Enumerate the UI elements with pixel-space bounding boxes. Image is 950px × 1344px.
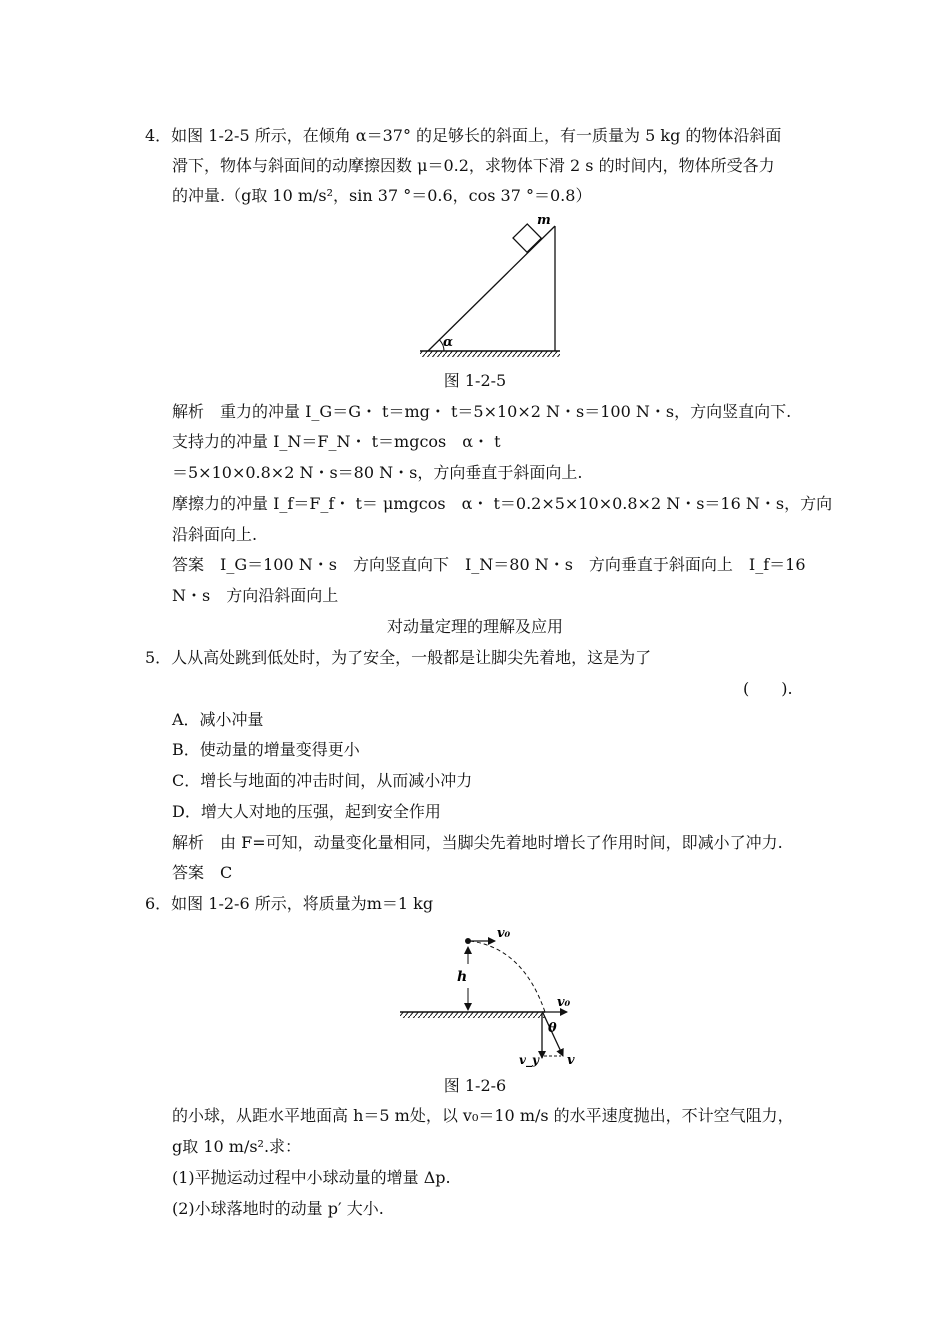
- q6-stem: 6．如图 1-2-6 所示，将质量为m＝1 kg: [145, 894, 434, 913]
- q4-answer-line-2: N・s 方向沿斜面向上: [172, 586, 339, 605]
- q5-answer: 答案 C: [172, 863, 233, 882]
- section-title: 对动量定理的理解及应用: [386, 617, 563, 636]
- q6-part-2: (2)小球落地时的动量 p′ 大小.: [172, 1199, 384, 1218]
- q6-stem-line-3: g取 10 m/s².求：: [172, 1137, 302, 1156]
- mass-label: m: [537, 213, 551, 228]
- q6-part-1: (1)平抛运动过程中小球动量的增量 Δp.: [172, 1168, 451, 1187]
- q5-solution: 解析 由 F=可知，动量变化量相同，当脚尖先着地时增长了作用时间，即减小了冲力.: [172, 833, 783, 852]
- q5-option-a: A．减小冲量: [172, 710, 264, 729]
- q5-stem: 5．人从高处跳到低处时，为了安全，一般都是让脚尖先着地，这是为了: [145, 648, 652, 667]
- q4-stem-line-2: 滑下，物体与斜面间的动摩擦因数 μ＝0.2，求物体下滑 2 s 的时间内，物体所受各力: [172, 156, 775, 175]
- q4-solution-line-3: ＝5×10×0.8×2 N・s＝80 N・s，方向垂直于斜面向上.: [172, 463, 583, 482]
- theta-label: θ: [548, 1021, 557, 1036]
- q5-option-d: D．增大人对地的压强，起到安全作用: [172, 802, 441, 821]
- q6-stem-line-2: 的小球，从距水平地面高 h＝5 m处，以 v₀＝10 m/s 的水平速度抛出，不计空气阻力，: [172, 1106, 794, 1125]
- q4-solution-line-2: 支持力的冲量 I_N＝F_N・ t＝mgcos α・ t: [172, 432, 501, 451]
- block: [513, 224, 541, 252]
- q4-solution-line-4: 摩擦力的冲量 I_f＝F_f・ t＝ μmgcos α・ t＝0.2×5×10×0.8×2 N・s＝16 N・s，方向: [172, 494, 833, 513]
- vy-label: v_y: [519, 1053, 539, 1067]
- figure-projectile: [395, 920, 595, 1070]
- v0-label-right: v₀: [557, 995, 571, 1010]
- q4-stem-line-3: 的冲量.（g取 10 m/s²，sin 37 °＝0.6，cos 37 °＝0.8）: [172, 186, 592, 205]
- figure-caption-1-2-6: 图 1-2-6: [443, 1076, 507, 1095]
- q4-solution-line-5: 沿斜面向上.: [172, 525, 258, 544]
- q4-answer-line-1: 答案 I_G＝100 N・s 方向竖直向下 I_N＝80 N・s 方向垂直于斜面向上 I_f＝16: [172, 555, 806, 574]
- v-label: v: [567, 1053, 575, 1068]
- v0-label-top: v₀: [497, 926, 511, 941]
- figure-caption-1-2-5: 图 1-2-5: [443, 371, 507, 390]
- ground-hatch: [420, 351, 560, 357]
- q5-option-b: B．使动量的增量变得更小: [172, 740, 360, 759]
- q5-answer-bracket: ( ).: [743, 679, 793, 698]
- incline-slope: [428, 226, 555, 351]
- trajectory: [470, 941, 545, 1012]
- angle-label: α: [443, 335, 454, 350]
- q5-option-c: C．增长与地面的冲击时间，从而减小冲力: [172, 771, 473, 790]
- h-label: h: [457, 969, 468, 985]
- figure-incline: [410, 210, 570, 360]
- q4-stem-line-1: 4．如图 1-2-5 所示，在倾角 α＝37° 的足够长的斜面上，有一质量为 5 kg 的物体沿斜面: [145, 126, 782, 145]
- q4-solution-line-1: 解析 重力的冲量 I_G＝G・ t＝mg・ t＝5×10×2 N・s＝100 N・s，方向竖直向下.: [172, 402, 792, 421]
- ground-hatch: [400, 1012, 545, 1018]
